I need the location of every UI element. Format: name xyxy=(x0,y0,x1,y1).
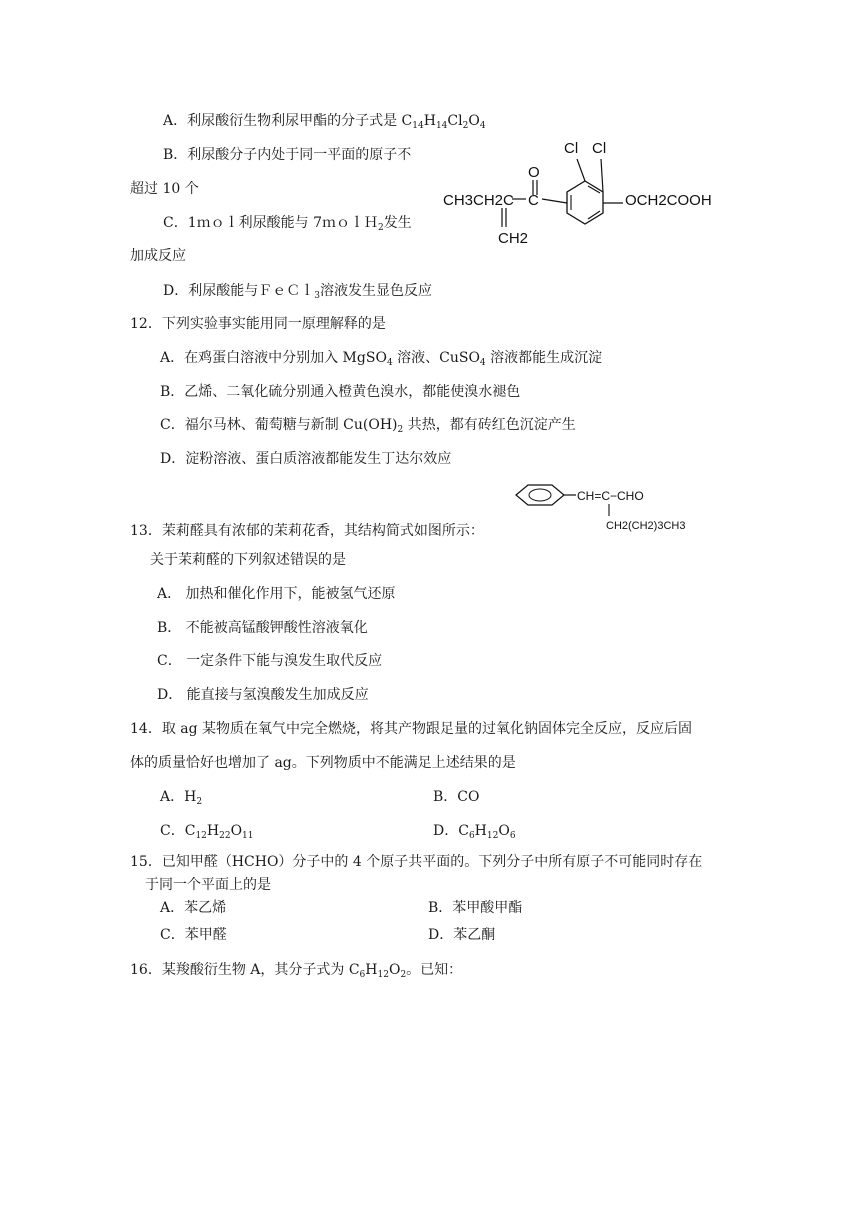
subscript: 11 xyxy=(242,831,254,841)
q13-option-c: C． 一定条件下能与溴发生取代反应 xyxy=(157,653,383,669)
text: A．利尿酸衍生物利尿甲酯的分子式是 C xyxy=(163,113,413,129)
q13-sub-stem: 关于茉莉醛的下列叙述错误的是 xyxy=(150,552,346,568)
text: A．H xyxy=(160,789,197,805)
side-chain-label: CH2(CH2)3CH3 xyxy=(606,520,686,532)
text: D．利尿酸能与ＦｅＣｌ xyxy=(163,283,315,299)
subscript: 6 xyxy=(359,970,366,980)
text: C．1ｍｏｌ利尿酸能与 7ｍｏｌＨ xyxy=(163,215,378,231)
q12-stem: 12．下列实验事实能用同一原理解释的是 xyxy=(130,316,386,332)
q13-stem: 13．茉莉醛具有浓郁的茉莉花香，其结构简式如图所示： xyxy=(130,523,484,539)
subscript: 12 xyxy=(195,831,207,841)
subscript: 2 xyxy=(462,121,469,131)
subscript: 14 xyxy=(435,121,448,131)
q13-option-a: A． 加热和催化作用下，能被氢气还原 xyxy=(157,586,396,602)
q15-stem-line2: 于同一个平面上的是 xyxy=(145,877,271,893)
subscript: 4 xyxy=(479,121,486,131)
text: 溶液都能生成沉淀 xyxy=(485,350,603,366)
q13-option-b: B． 不能被高锰酸钾酸性溶液氧化 xyxy=(157,620,368,636)
q14-stem-line2: 体的质量恰好也增加了 ag。下列物质中不能满足上述结果的是 xyxy=(130,755,516,771)
subscript: 12 xyxy=(377,970,389,980)
text: 溶液发生显色反应 xyxy=(319,283,432,299)
subscript: 14 xyxy=(412,121,424,131)
q11-option-b-line2: 超过 10 个 xyxy=(130,181,199,197)
q12-option-b: B．乙烯、二氧化硫分别通入橙黄色溴水，都能使溴水褪色 xyxy=(160,384,521,400)
q14-option-c xyxy=(160,821,254,841)
subscript: 2 xyxy=(400,970,407,980)
text: 发生 xyxy=(383,215,412,231)
text: 16．某羧酸衍生物 A，其分子式为 C xyxy=(130,962,360,978)
q11-option-d xyxy=(163,281,432,301)
text: C．C xyxy=(160,823,196,839)
subscript: 12 xyxy=(486,831,499,841)
subscript: 2 xyxy=(377,223,384,233)
ethacrynic-acid-structure xyxy=(438,135,738,255)
text: H xyxy=(423,113,436,129)
q12-option-c xyxy=(160,415,576,435)
subscript: 22 xyxy=(219,831,231,841)
chain-label: CH=C−CHO xyxy=(577,489,644,503)
subscript: 4 xyxy=(479,358,486,368)
carbonyl-carbon-label: C xyxy=(528,192,539,209)
q15-option-c: C．苯甲醛 xyxy=(160,927,227,943)
q11-option-c-line1 xyxy=(163,213,412,233)
left-chain-label: CH3CH2C xyxy=(443,192,514,209)
q15-option-b: B．苯甲酸甲酯 xyxy=(428,900,523,916)
text: A．在鸡蛋白溶液中分别加入 MgSO xyxy=(160,350,387,366)
q11-option-a xyxy=(163,111,486,131)
text: O xyxy=(468,113,480,129)
subscript: 2 xyxy=(397,425,404,435)
text: O xyxy=(498,823,510,839)
q11-option-b-line1: B．利尿酸分子内处于同一平面的原子不 xyxy=(163,147,412,163)
text: C．福尔马林、葡萄糖与新制 Cu(OH) xyxy=(160,417,398,433)
text: 共热，都有砖红色沉淀产生 xyxy=(403,417,576,433)
q15-option-a: A．苯乙烯 xyxy=(160,900,227,916)
text: 。已知： xyxy=(406,962,463,978)
text: H xyxy=(365,962,378,978)
q14-stem-line1: 14．取 ag 某物质在氧气中完全燃烧，将其产物跟足量的过氧化钠固体完全反应，反应后固 xyxy=(130,721,693,737)
q14-option-d xyxy=(433,821,516,841)
text: 溶液、CuSO xyxy=(392,350,480,366)
text: Cl xyxy=(447,113,463,129)
text: H xyxy=(474,823,487,839)
subscript: 2 xyxy=(196,797,203,807)
q12-option-a xyxy=(160,348,602,368)
q11-option-c-line2: 加成反应 xyxy=(130,248,186,264)
text: O xyxy=(230,823,243,839)
subscript: 4 xyxy=(386,358,393,368)
q14-option-a xyxy=(160,787,202,807)
chlorine-label-2: Cl xyxy=(592,140,607,157)
q15-stem-line1: 15．已知甲醛（HCHO）分子中的 4 个原子共平面的。下列分子中所有原子不可能同时存在 xyxy=(130,854,703,870)
text: O xyxy=(388,962,401,978)
q14-option-b: B．CO xyxy=(433,789,480,805)
text: D．C xyxy=(433,823,469,839)
oxygen-label: O xyxy=(528,164,540,181)
q13-option-d: D． 能直接与氢溴酸发生加成反应 xyxy=(157,687,369,703)
subscript: 6 xyxy=(509,831,516,841)
chlorine-label-1: Cl xyxy=(564,140,579,157)
right-chain-label: OCH2COOH xyxy=(625,192,712,209)
q16-stem xyxy=(130,960,462,980)
methylene-label: CH2 xyxy=(498,230,529,247)
subscript: 6 xyxy=(468,831,475,841)
subscript: 3 xyxy=(314,291,320,301)
jasminaldehyde-structure xyxy=(508,478,708,536)
q15-option-d: D．苯乙酮 xyxy=(428,927,496,943)
text: H xyxy=(206,823,220,839)
q12-option-d: D．淀粉溶液、蛋白质溶液都能发生丁达尔效应 xyxy=(160,451,452,467)
